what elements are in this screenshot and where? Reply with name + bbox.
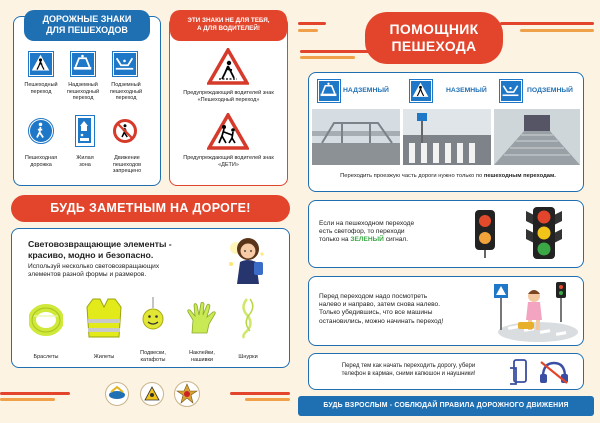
- logo-emblem-2: [140, 382, 164, 406]
- footer-banner: БУДЬ ВЗРОСЛЫМ - СОБЛЮДАЙ ПРАВИЛА ДОРОЖНОГО ДВИЖЕНИЯ: [298, 396, 594, 416]
- decor-stripe: [245, 398, 290, 401]
- decor-stripe: [298, 22, 326, 25]
- overhead-label: НАДЗЕМНЫЙ: [343, 87, 389, 94]
- overhead-crossing-sign-icon: [71, 52, 95, 76]
- decor-stripe: [500, 22, 594, 25]
- sign-caption: Пешеходный переход: [24, 82, 58, 95]
- no-pedestrians-sign-icon: [113, 119, 137, 143]
- decor-stripe: [0, 392, 70, 395]
- footpath-sign-icon: [29, 119, 53, 143]
- ground-label: НАЗЕМНЫЙ: [446, 87, 487, 94]
- vest-icon: [85, 297, 123, 344]
- decor-stripe: [0, 398, 55, 401]
- decor-stripe: [520, 29, 594, 32]
- reflective-heading: Световозвращающие элементы - красиво, модно и безопасно.: [28, 239, 172, 260]
- pedestrian-crossing-sign-icon: [410, 80, 432, 102]
- girl-crossing-illustration: [490, 280, 580, 349]
- traffic-light-text-1: Если на пешеходном переходе есть светофор, то переходи только на: [319, 220, 415, 243]
- item-caption: Жилеты: [93, 354, 115, 360]
- underground-crossing-photo: [494, 109, 580, 165]
- pedestrian-crossing-sign-icon: [29, 52, 53, 76]
- warning-children-sign-icon: [207, 113, 249, 155]
- pedestrian-traffic-light-icon: [472, 208, 498, 263]
- green-word: ЗЕЛЕНЫЙ: [350, 236, 384, 243]
- overhead-crossing-photo: [312, 109, 400, 165]
- crossing-instruction-text: Переходить проезжую часть дороги нужно только по: [340, 173, 484, 179]
- sign-caption: Жилая зона: [76, 155, 94, 168]
- decor-stripe: [298, 29, 318, 32]
- driver-sign-caption: Предупреждающий водителей знак «ДЕТИ»: [183, 155, 274, 168]
- pendant-icon: [140, 297, 166, 342]
- sticker-icon: [185, 302, 219, 339]
- vehicle-traffic-light-icon: [522, 205, 566, 270]
- ground-crossing-photo: [403, 109, 491, 165]
- driver-sign-caption: Предупреждающий водителей знак «Пешеходный переход»: [183, 90, 274, 103]
- bracelet-icon: [29, 303, 63, 342]
- underground-crossing-sign-icon: [113, 52, 137, 76]
- sign-caption: Пешеходная дорожка: [24, 155, 58, 168]
- sign-caption: Движение пешеходов запрещено: [112, 155, 142, 174]
- lace-icon: [236, 297, 258, 344]
- traffic-light-text: [319, 220, 459, 244]
- item-caption: Браслеты: [33, 354, 59, 360]
- girl-with-backpack-illustration: [222, 232, 272, 289]
- sign-caption: Подземный пешеходный переход: [109, 82, 143, 101]
- logo-emblem-1: [105, 382, 129, 406]
- underground-crossing-sign-icon: [500, 80, 522, 102]
- phone-warning-text: Перед тем как начать переходить дорогу, убери телефон в карман, сними капюшон и наушники!: [341, 363, 476, 377]
- look-both-ways-text: Перед переходом надо посмотреть налево и направо, затем снова налево. Только убедившись, что все машины остановились, можно начинать переход!: [319, 293, 444, 325]
- logo-emblem-3: [174, 381, 200, 407]
- crossing-instruction-bold: пешеходным переходам.: [483, 173, 556, 179]
- item-caption: Подвески, катафоты: [140, 350, 166, 363]
- page-title: ПОМОЩНИК ПЕШЕХОДА: [365, 12, 503, 64]
- pedestrian-signs-title: ДОРОЖНЫЕ ЗНАКИ ДЛЯ ПЕШЕХОДОВ: [24, 10, 150, 41]
- decor-stripe: [300, 50, 370, 53]
- decor-stripe: [230, 392, 290, 395]
- item-caption: Наклейки, нашивки: [189, 350, 215, 363]
- driver-signs-title: ЭТИ ЗНАКИ НЕ ДЛЯ ТЕБЯ, А ДЛЯ ВОДИТЕЛЕЙ!: [170, 10, 287, 41]
- underground-label: ПОДЗЕМНЫЙ: [527, 87, 573, 94]
- be-visible-banner: БУДЬ ЗАМЕТНЫМ НА ДОРОГЕ!: [11, 195, 290, 222]
- sign-caption: Надземный пешеходный переход: [66, 82, 100, 101]
- overhead-crossing-sign-icon: [318, 80, 340, 102]
- headphones-icon: [537, 359, 571, 390]
- item-caption: Шнурки: [238, 354, 258, 360]
- reflective-text: Используй несколько световозвращающих элементов разной формы и размеров.: [28, 263, 160, 278]
- residential-zone-sign-icon: [76, 116, 94, 146]
- crossing-instruction: [316, 173, 580, 179]
- warning-crossing-sign-icon: [207, 48, 249, 90]
- traffic-light-text-2: сигнал.: [383, 236, 409, 243]
- phone-icon: [508, 358, 530, 391]
- decor-stripe: [300, 56, 355, 59]
